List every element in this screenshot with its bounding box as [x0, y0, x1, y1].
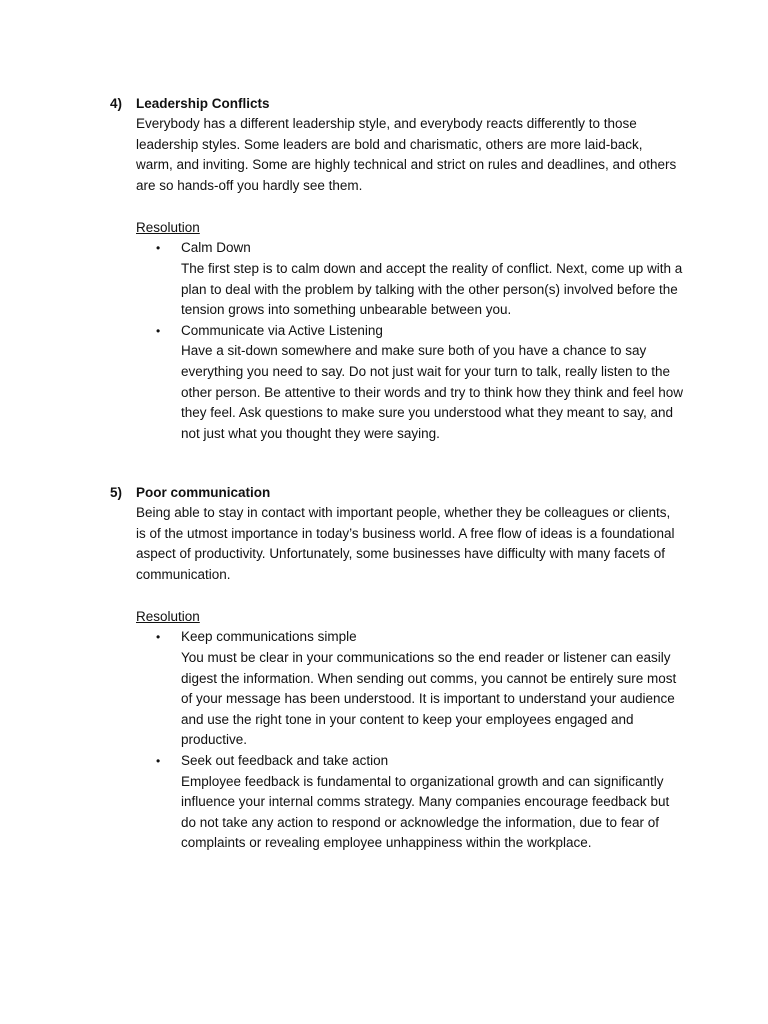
- section-poor-communication: [110, 482, 710, 854]
- resolution-label: Resolution: [136, 220, 200, 236]
- bullet-text: Have a sit-down somewhere and make sure both of you have a chance to say everything you need to say. Do not just wait for your turn to talk, really listen to the other person. Be attentive to their words and try to think how they think and feel how they feel. Ask questions to make sure you understood what they meant to say, and not just what you thought they were saying.: [181, 343, 684, 441]
- resolution-list: [136, 238, 710, 444]
- section-leadership-conflicts: [110, 93, 710, 444]
- bullet-title: Seek out feedback and take action: [181, 752, 389, 768]
- list-item: [136, 238, 686, 320]
- section-title: Leadership Conflicts: [136, 96, 270, 111]
- section-heading: [110, 93, 710, 114]
- section-body: Being able to stay in contact with important people, whether they be colleagues or clients, is of the utmost importance in today’s business world. A free flow of ideas is a foundational aspect of productivity. Unfortunately, some businesses have difficulty with many facets of communication.: [136, 505, 675, 582]
- section-heading: [110, 482, 710, 503]
- list-item: [136, 321, 686, 445]
- bullet-icon: •: [156, 630, 161, 645]
- section-number: 4): [110, 96, 123, 111]
- resolution-list: [136, 627, 710, 854]
- bullet-text: The first step is to calm down and accept the reality of conflict. Next, come up with a plan to deal with the problem by talking with the other person(s) involved before the tension grows into something unbearable between you.: [181, 260, 683, 318]
- section-number: 5): [110, 485, 123, 500]
- bullet-title: Calm Down: [181, 240, 251, 256]
- bullet-text: Employee feedback is fundamental to organizational growth and can significantly influence your internal comms strategy. Many companies encourage feedback but do not take any action to respond or acknowledge the information, due to fear of complaints or revealing employee unhappiness within the workplace.: [181, 773, 670, 851]
- list-item: [136, 751, 686, 854]
- section-body: Everybody has a different leadership style, and everybody reacts differently to those leadership styles. Some leaders are bold and charismatic, others are more laid-back, warm, and inviting. Some are highly technical and strict on rules and deadlines, and others are so hands-off you hardly see them.: [136, 116, 677, 193]
- resolution-label: Resolution: [136, 609, 200, 625]
- bullet-text: You must be clear in your communications so the end reader or listener can easily digest the information. When sending out comms, you cannot be entirely sure most of your message has been understood. It is important to understand your audience and use the right tone in your content to keep your employees engaged and productive.: [181, 649, 677, 748]
- section-title: Poor communication: [136, 485, 271, 500]
- bullet-icon: •: [156, 753, 161, 768]
- bullet-icon: •: [156, 241, 161, 256]
- bullet-title: Communicate via Active Listening: [181, 322, 383, 338]
- bullet-title: Keep communications simple: [181, 629, 357, 645]
- list-item: [136, 627, 686, 751]
- bullet-icon: •: [156, 323, 161, 338]
